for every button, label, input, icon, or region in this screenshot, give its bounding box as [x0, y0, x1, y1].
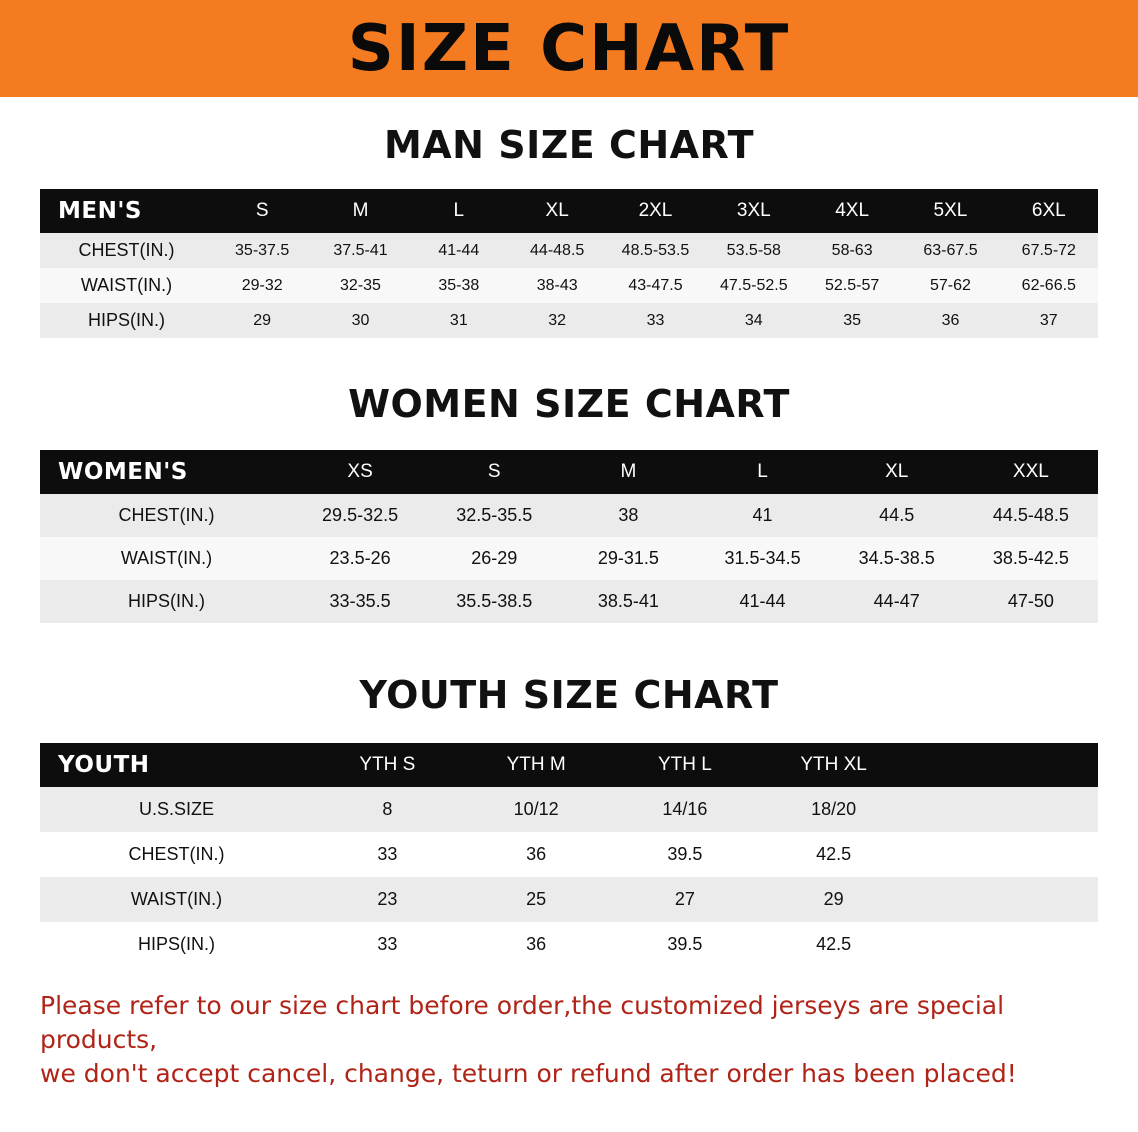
women-cell-0-4: 44.5 — [830, 494, 964, 537]
women-cell-1-4: 34.5-38.5 — [830, 537, 964, 580]
women-cell-0-5: 44.5-48.5 — [964, 494, 1098, 537]
man-cell-2-7: 36 — [901, 303, 999, 338]
youth-cell-1-0: 33 — [313, 832, 462, 877]
man-col-1: M — [311, 189, 409, 233]
man-section-title: MAN SIZE CHART — [383, 123, 755, 167]
women-cell-2-0: 33-35.5 — [293, 580, 427, 623]
youth-header-label: YOUTH — [40, 743, 313, 787]
disclaimer-line-2: we don't accept cancel, change, teturn or refund after order has been placed! — [40, 1058, 1017, 1088]
youth-cell-0-3: 18/20 — [759, 787, 908, 832]
man-cell-0-2: 41-44 — [410, 233, 508, 268]
table-row — [40, 233, 1098, 268]
youth-cell-3-3: 42.5 — [759, 922, 908, 967]
table-row — [40, 268, 1098, 303]
man-size-table — [40, 189, 1098, 338]
youth-table-wrap — [40, 743, 1098, 967]
youth-cell-0-1: 10/12 — [462, 787, 611, 832]
women-cell-1-1: 26-29 — [427, 537, 561, 580]
youth-cell-2-2: 27 — [611, 877, 760, 922]
man-col-7: 5XL — [901, 189, 999, 233]
women-col-0: XS — [293, 450, 427, 494]
youth-section-title: YOUTH SIZE CHART — [359, 673, 779, 717]
women-col-1: S — [427, 450, 561, 494]
women-cell-1-2: 29-31.5 — [561, 537, 695, 580]
women-cell-0-0: 29.5-32.5 — [293, 494, 427, 537]
women-cell-1-5: 38.5-42.5 — [964, 537, 1098, 580]
page-banner — [0, 0, 1138, 97]
man-cell-0-0: 35-37.5 — [213, 233, 311, 268]
women-table-body — [40, 494, 1098, 623]
man-cell-1-1: 32-35 — [311, 268, 409, 303]
man-cell-2-3: 32 — [508, 303, 606, 338]
youth-cell-1-1: 36 — [462, 832, 611, 877]
youth-cell-0-spacer — [908, 787, 1098, 832]
youth-cell-2-0: 23 — [313, 877, 462, 922]
youth-cell-1-3: 42.5 — [759, 832, 908, 877]
women-col-3: L — [695, 450, 829, 494]
man-cell-2-4: 33 — [606, 303, 704, 338]
man-cell-2-2: 31 — [410, 303, 508, 338]
man-table-wrap — [40, 189, 1098, 338]
man-cell-1-0: 29-32 — [213, 268, 311, 303]
disclaimer-note — [40, 989, 1098, 1090]
man-cell-0-4: 48.5-53.5 — [606, 233, 704, 268]
man-cell-0-7: 63-67.5 — [901, 233, 999, 268]
youth-col-spacer — [908, 743, 1098, 787]
youth-cell-3-0: 33 — [313, 922, 462, 967]
women-cell-1-0: 23.5-26 — [293, 537, 427, 580]
youth-cell-2-3: 29 — [759, 877, 908, 922]
women-cell-2-5: 47-50 — [964, 580, 1098, 623]
youth-cell-0-2: 14/16 — [611, 787, 760, 832]
youth-cell-2-1: 25 — [462, 877, 611, 922]
man-table-head — [40, 189, 1098, 233]
women-col-5: XXL — [964, 450, 1098, 494]
man-cell-0-5: 53.5-58 — [705, 233, 803, 268]
women-cell-2-3: 41-44 — [695, 580, 829, 623]
man-header-label: MEN'S — [40, 189, 213, 233]
women-cell-2-4: 44-47 — [830, 580, 964, 623]
youth-cell-1-spacer — [908, 832, 1098, 877]
man-row-1-label: WAIST(IN.) — [40, 268, 213, 303]
women-col-2: M — [561, 450, 695, 494]
man-col-8: 6XL — [1000, 189, 1098, 233]
youth-col-0: YTH S — [313, 743, 462, 787]
table-row — [40, 922, 1098, 967]
table-row — [40, 877, 1098, 922]
table-row — [40, 580, 1098, 623]
youth-row-3-label: HIPS(IN.) — [40, 922, 313, 967]
women-cell-0-3: 41 — [695, 494, 829, 537]
disclaimer-line-1: Please refer to our size chart before order,the customized jerseys are special products, — [40, 991, 1005, 1054]
man-cell-2-0: 29 — [213, 303, 311, 338]
youth-col-3: YTH XL — [759, 743, 908, 787]
youth-table-head — [40, 743, 1098, 787]
youth-cell-1-2: 39.5 — [611, 832, 760, 877]
youth-row-0-label: U.S.SIZE — [40, 787, 313, 832]
man-cell-2-5: 34 — [705, 303, 803, 338]
man-cell-0-1: 37.5-41 — [311, 233, 409, 268]
youth-row-2-label: WAIST(IN.) — [40, 877, 313, 922]
youth-col-2: YTH L — [611, 743, 760, 787]
man-cell-1-7: 57-62 — [901, 268, 999, 303]
women-cell-0-2: 38 — [561, 494, 695, 537]
youth-table-body — [40, 787, 1098, 967]
man-col-0: S — [213, 189, 311, 233]
table-row — [40, 303, 1098, 338]
youth-cell-2-spacer — [908, 877, 1098, 922]
man-col-5: 3XL — [705, 189, 803, 233]
man-col-2: L — [410, 189, 508, 233]
man-col-3: XL — [508, 189, 606, 233]
man-cell-2-6: 35 — [803, 303, 901, 338]
youth-cell-3-spacer — [908, 922, 1098, 967]
man-col-4: 2XL — [606, 189, 704, 233]
women-cell-2-1: 35.5-38.5 — [427, 580, 561, 623]
man-cell-0-3: 44-48.5 — [508, 233, 606, 268]
youth-col-1: YTH M — [462, 743, 611, 787]
youth-row-1-label: CHEST(IN.) — [40, 832, 313, 877]
women-header-label: WOMEN'S — [40, 450, 293, 494]
women-cell-2-2: 38.5-41 — [561, 580, 695, 623]
man-cell-1-6: 52.5-57 — [803, 268, 901, 303]
man-table-body — [40, 233, 1098, 338]
youth-cell-0-0: 8 — [313, 787, 462, 832]
man-cell-1-5: 47.5-52.5 — [705, 268, 803, 303]
man-row-0-label: CHEST(IN.) — [40, 233, 213, 268]
man-cell-0-6: 58-63 — [803, 233, 901, 268]
man-col-6: 4XL — [803, 189, 901, 233]
man-cell-1-4: 43-47.5 — [606, 268, 704, 303]
man-cell-0-8: 67.5-72 — [1000, 233, 1098, 268]
page-title: SIZE CHART — [347, 11, 791, 86]
table-header-row — [40, 743, 1098, 787]
women-cell-1-3: 31.5-34.5 — [695, 537, 829, 580]
man-cell-2-1: 30 — [311, 303, 409, 338]
women-col-4: XL — [830, 450, 964, 494]
table-row — [40, 537, 1098, 580]
man-cell-2-8: 37 — [1000, 303, 1098, 338]
women-cell-0-1: 32.5-35.5 — [427, 494, 561, 537]
table-row — [40, 494, 1098, 537]
women-size-table — [40, 450, 1098, 623]
women-section-title: WOMEN SIZE CHART — [348, 382, 790, 426]
man-cell-1-8: 62-66.5 — [1000, 268, 1098, 303]
table-header-row — [40, 450, 1098, 494]
man-cell-1-3: 38-43 — [508, 268, 606, 303]
youth-cell-3-2: 39.5 — [611, 922, 760, 967]
women-table-wrap — [40, 450, 1098, 623]
youth-cell-3-1: 36 — [462, 922, 611, 967]
man-cell-1-2: 35-38 — [410, 268, 508, 303]
youth-size-table — [40, 743, 1098, 967]
table-header-row — [40, 189, 1098, 233]
man-row-2-label: HIPS(IN.) — [40, 303, 213, 338]
women-row-0-label: CHEST(IN.) — [40, 494, 293, 537]
table-row — [40, 832, 1098, 877]
women-table-head — [40, 450, 1098, 494]
table-row — [40, 787, 1098, 832]
women-row-1-label: WAIST(IN.) — [40, 537, 293, 580]
women-row-2-label: HIPS(IN.) — [40, 580, 293, 623]
